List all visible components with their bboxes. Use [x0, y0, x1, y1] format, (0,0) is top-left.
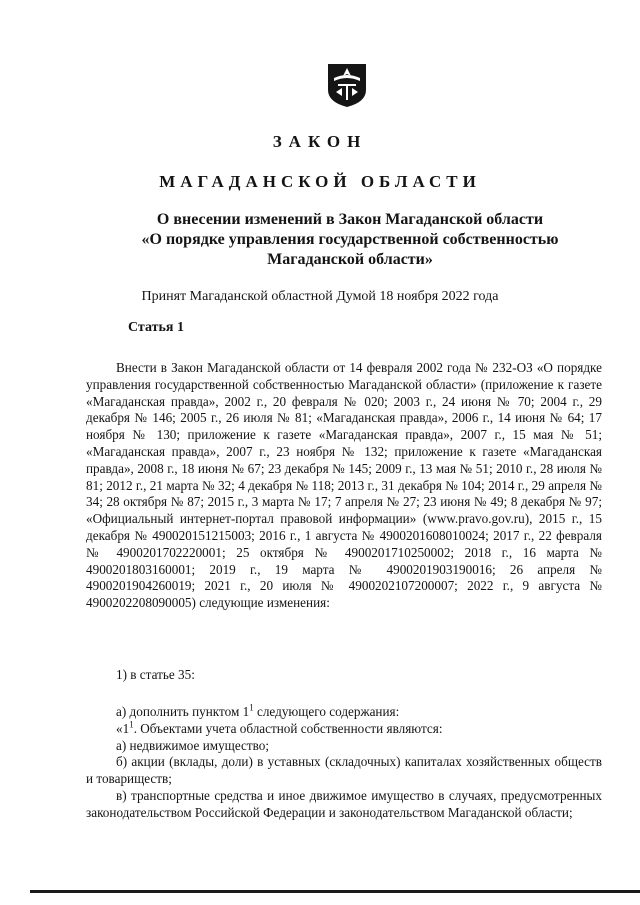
item-1: [86, 667, 602, 684]
item-a-text-end: следующего содержания:: [253, 704, 400, 719]
coat-of-arms-emblem: [326, 62, 368, 108]
article-body: [86, 360, 602, 612]
bottom-edge-line: [30, 890, 640, 893]
amendment-list: [86, 704, 602, 822]
subtitle-line-1: О внесении изменений в Закон Магаданской области: [156, 211, 544, 228]
item-1-text: 1) в статье 35:: [116, 667, 195, 682]
item-a-sup: 1: [249, 702, 254, 713]
sub-item-a: а) недвижимое имущество;: [116, 737, 270, 753]
quote-post: . Объектами учета областной собственности являются:: [133, 720, 443, 736]
subtitle-line-2: «О порядке управления государственной собственностью: [141, 231, 559, 248]
article-heading: Статья 1: [128, 320, 184, 335]
intro-paragraph: Внести в Закон Магаданской области от 14 февраля 2002 года № 232-ОЗ «О порядке управления государственной собственностью Магаданской области» (приложение к газете «Магаданская правда», 2002 г., 20 февраля № 020; 2003 г., 24 июня № 70; 2004 г., 29 декабря № 146; 2005 г., 26 июля № 81; «Магаданская правда», 2006 г., 14 июня № 64; 17 ноября № 130; приложение к газете «Магаданская правда», 2007 г., 15 мая № 51; «Магаданская правда», 2007 г., 23 ноября № 132; приложение к газете «Магаданская правда», 2008 г., 18 июня № 67; 23 декабря № 145; 2009 г., 13 мая № 51; 2010 г., 28 июля № 81; 2012 г., 21 марта № 32; 4 декабря № 118; 2013 г., 31 декабря № 104; 2014 г., 29 апреля № 34; 28 октября № 87; 2015 г., 3 марта № 17; 7 апреля № 27; 23 июня № 49; 8 декабря № 97; «Официальный интернет-портал правовой информации» (www.pravo.gov.ru), 2015 г., 15 декабря № 490020151215003; 2016 г., 1 августа № 4900201608010024; 2017 г., 22 февраля № 4900201702220001; 25 октября № 4900201710250002; 2018 г., 16 марта № 4900201803160001; 2019 г., 19 марта № 4900201903190016; 26 апреля № 4900201904260019; 2021 г., 20 июля № 4900202107200007; 2022 г., 9 августа № 4900202208090005) следующие изменения:: [86, 360, 602, 611]
region-title: МАГАДАНСКОЙ ОБЛАСТИ: [159, 172, 481, 191]
document-type-title: ЗАКОН: [272, 132, 368, 151]
item-a: [86, 704, 602, 721]
adoption-date: Принят Магаданской областной Думой 18 ноября 2022 года: [141, 289, 499, 304]
quote-pre: «1: [116, 720, 130, 736]
sub-item-c: в) транспортные средства и иное движимое имущество в случаях, предусмотренных законодательством Российской Федерации и законодательством Магаданской области;: [86, 787, 602, 820]
quote-line: [86, 721, 602, 738]
law-subtitle: [60, 210, 640, 270]
sub-item-b: б) акции (вклады, доли) в уставных (складочных) капиталах хозяйственных обществ и товариществ;: [86, 754, 602, 787]
subtitle-line-3: Магаданской области»: [267, 251, 433, 268]
quote-sup: 1: [129, 719, 134, 730]
item-a-text: а) дополнить пунктом 1: [116, 704, 250, 719]
